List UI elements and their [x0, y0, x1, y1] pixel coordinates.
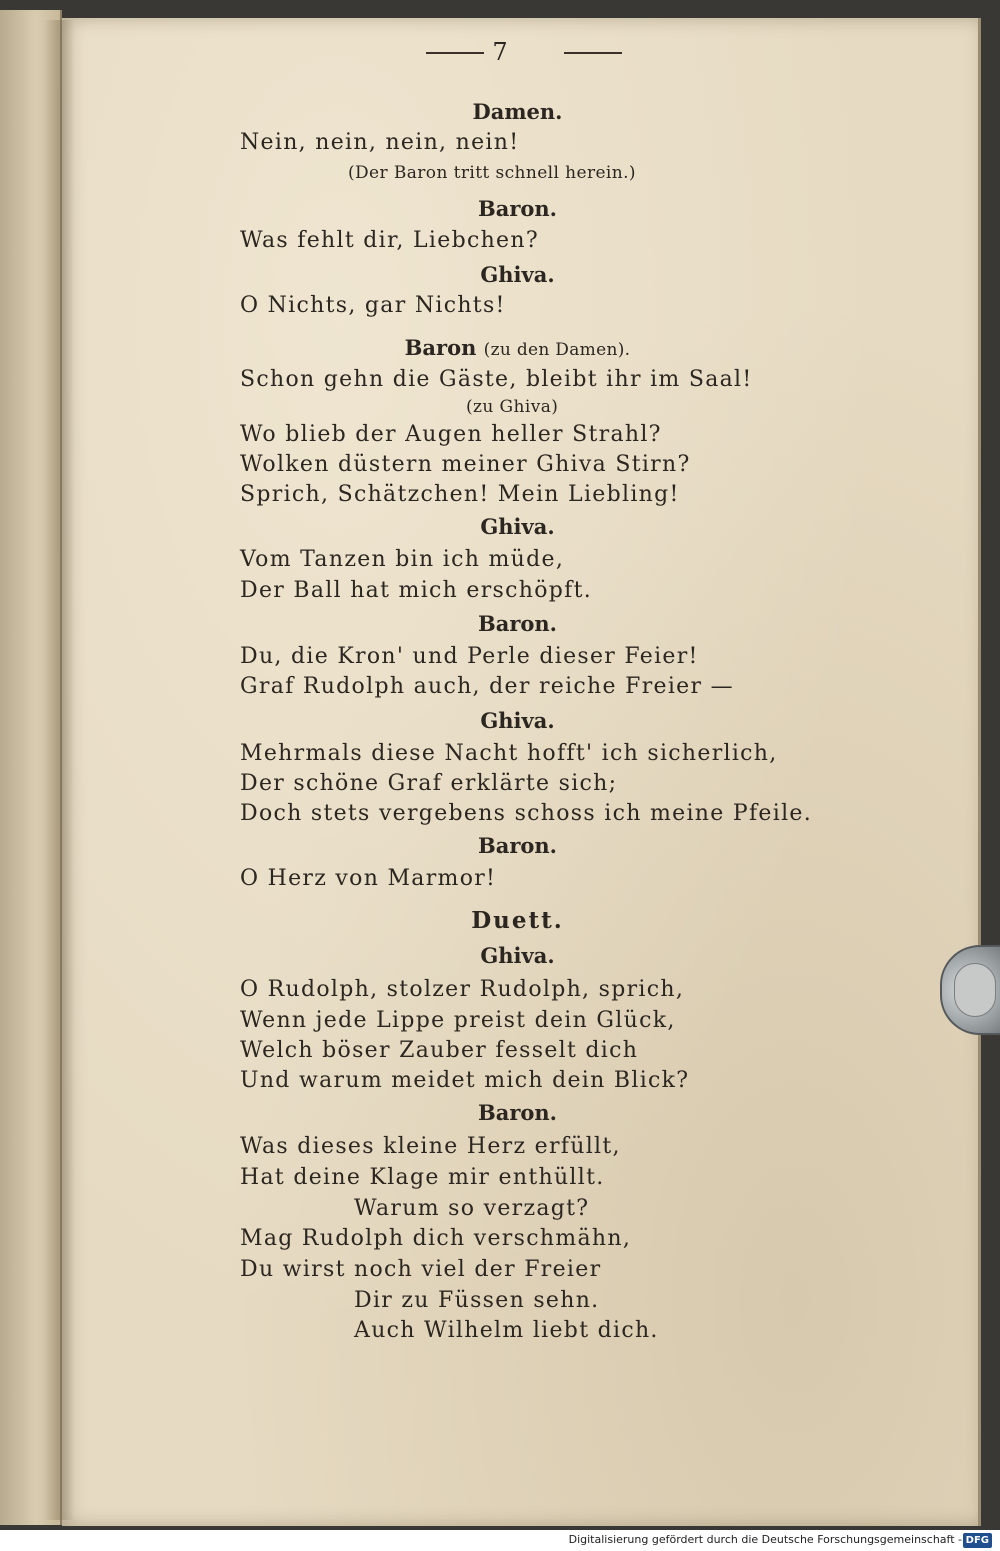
section-heading: Duett. — [471, 907, 564, 934]
speaker-name: Damen. — [472, 99, 563, 124]
verse-line: Graf Rudolph auch, der reiche Freier — — [240, 674, 734, 699]
page-number-rule-right — [564, 52, 622, 54]
verse-line: Warum so verzagt? — [354, 1196, 590, 1221]
verse-line: Nein, nein, nein, nein! — [240, 130, 520, 155]
verse-line: O Herz von Marmor! — [240, 866, 497, 891]
verse-line: Wolken düstern meiner Ghiva Stirn? — [240, 452, 691, 477]
verse-line: Und warum meidet mich dein Blick? — [240, 1068, 690, 1093]
verse-line: O Nichts, gar Nichts! — [240, 293, 506, 318]
verse-line: Der schöne Graf erklärte sich; — [240, 771, 618, 796]
speaker-name: Baron. — [477, 196, 557, 221]
speaker-name: Baron — [404, 335, 477, 360]
verse-line: Welch böser Zauber fesselt dich — [240, 1038, 639, 1063]
clip-hole — [954, 963, 996, 1017]
speaker-name: Ghiva. — [480, 262, 555, 287]
speaker-name: Ghiva. — [480, 708, 555, 733]
stage-direction: (Der Baron tritt schnell herein.) — [348, 163, 636, 183]
speaker-line — [240, 335, 795, 360]
stage-direction: (zu den Damen). — [483, 340, 631, 360]
verse-line: Sprich, Schätzchen! Mein Liebling! — [240, 482, 680, 507]
verse-line: Vom Tanzen bin ich müde, — [240, 547, 565, 572]
verse-line: Der Ball hat mich erschöpft. — [240, 578, 593, 603]
verse-line: Wo blieb der Augen heller Strahl? — [240, 422, 662, 447]
speaker-name: Baron. — [477, 611, 557, 636]
speaker-name: Ghiva. — [480, 514, 555, 539]
verse-line: Hat deine Klage mir enthüllt. — [240, 1165, 605, 1190]
stage-direction: (zu Ghiva) — [466, 397, 559, 417]
verse-line: Du, die Kron' und Perle dieser Feier! — [240, 644, 699, 669]
verse-line: Mag Rudolph dich verschmähn, — [240, 1226, 632, 1251]
verse-line: Schon gehn die Gäste, bleibt ihr im Saal! — [240, 367, 753, 392]
verse-line: Wenn jede Lippe preist dein Glück, — [240, 1008, 676, 1033]
verse-line: Mehrmals diese Nacht hofft' ich sicherlich, — [240, 741, 778, 766]
page-number: 7 — [492, 38, 508, 66]
page-gutter — [44, 20, 74, 1520]
verse-line: Was dieses kleine Herz erfüllt, — [240, 1134, 621, 1159]
verse-line: Auch Wilhelm liebt dich. — [354, 1318, 659, 1343]
speaker-name: Ghiva. — [480, 943, 555, 968]
verse-line: Doch stets vergebens schoss ich meine Pfeile. — [240, 801, 813, 826]
speaker-name: Baron. — [477, 833, 557, 858]
verse-line: Dir zu Füssen sehn. — [354, 1288, 600, 1313]
verse-line: Du wirst noch viel der Freier — [240, 1257, 602, 1282]
speaker-name: Baron. — [477, 1100, 557, 1125]
verse-line: O Rudolph, stolzer Rudolph, sprich, — [240, 977, 685, 1002]
footer-credit: Digitalisierung gefördert durch die Deutsche Forschungsgemeinschaft - — [568, 1533, 962, 1546]
dfg-logo: DFG — [963, 1533, 992, 1548]
verse-line: Was fehlt dir, Liebchen? — [240, 228, 539, 253]
